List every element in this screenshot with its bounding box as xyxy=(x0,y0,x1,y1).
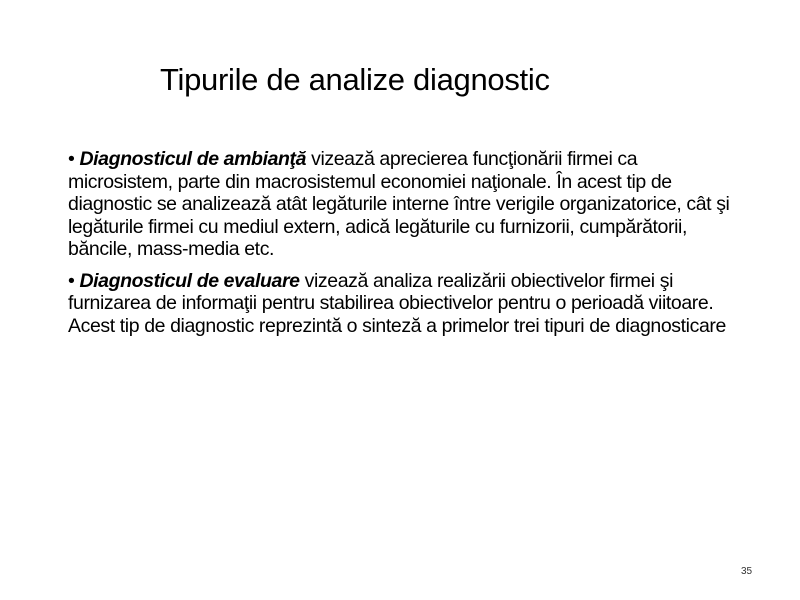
slide-title: Tipurile de analize diagnostic xyxy=(160,62,550,97)
bullet-text: vizează analiza realizării obiectivelor firmei şi furnizarea de informaţii pentru stabilirea obiectivelor pentru o perioadă viitoare. Acest tip de diagnostic reprezintă o sinteză a primelor trei tipuri de diagnosticare xyxy=(68,269,726,337)
bullet-marker: • xyxy=(68,148,75,170)
bullet-item-ambianta xyxy=(68,148,738,261)
bullet-item-evaluare xyxy=(68,270,738,338)
bullet-marker: • xyxy=(68,269,75,292)
bullet-text: vizează aprecierea funcţionării firmei ca microsistem, parte din macrosistemul economiei naţionale. În acest tip de diagnostic se analizează atât legăturile interne între verigile organizatorice, cât şi legăturile firmei cu mediul extern, adică legăturile cu furnizorii, cumpărătorii, băncile, mass-media etc. xyxy=(68,148,730,260)
page-number: 35 xyxy=(741,566,753,577)
bullet-term: Diagnosticul de evaluare xyxy=(79,269,300,292)
bullet-list xyxy=(68,148,738,346)
bullet-term: Diagnosticul de ambianţă xyxy=(79,148,307,170)
